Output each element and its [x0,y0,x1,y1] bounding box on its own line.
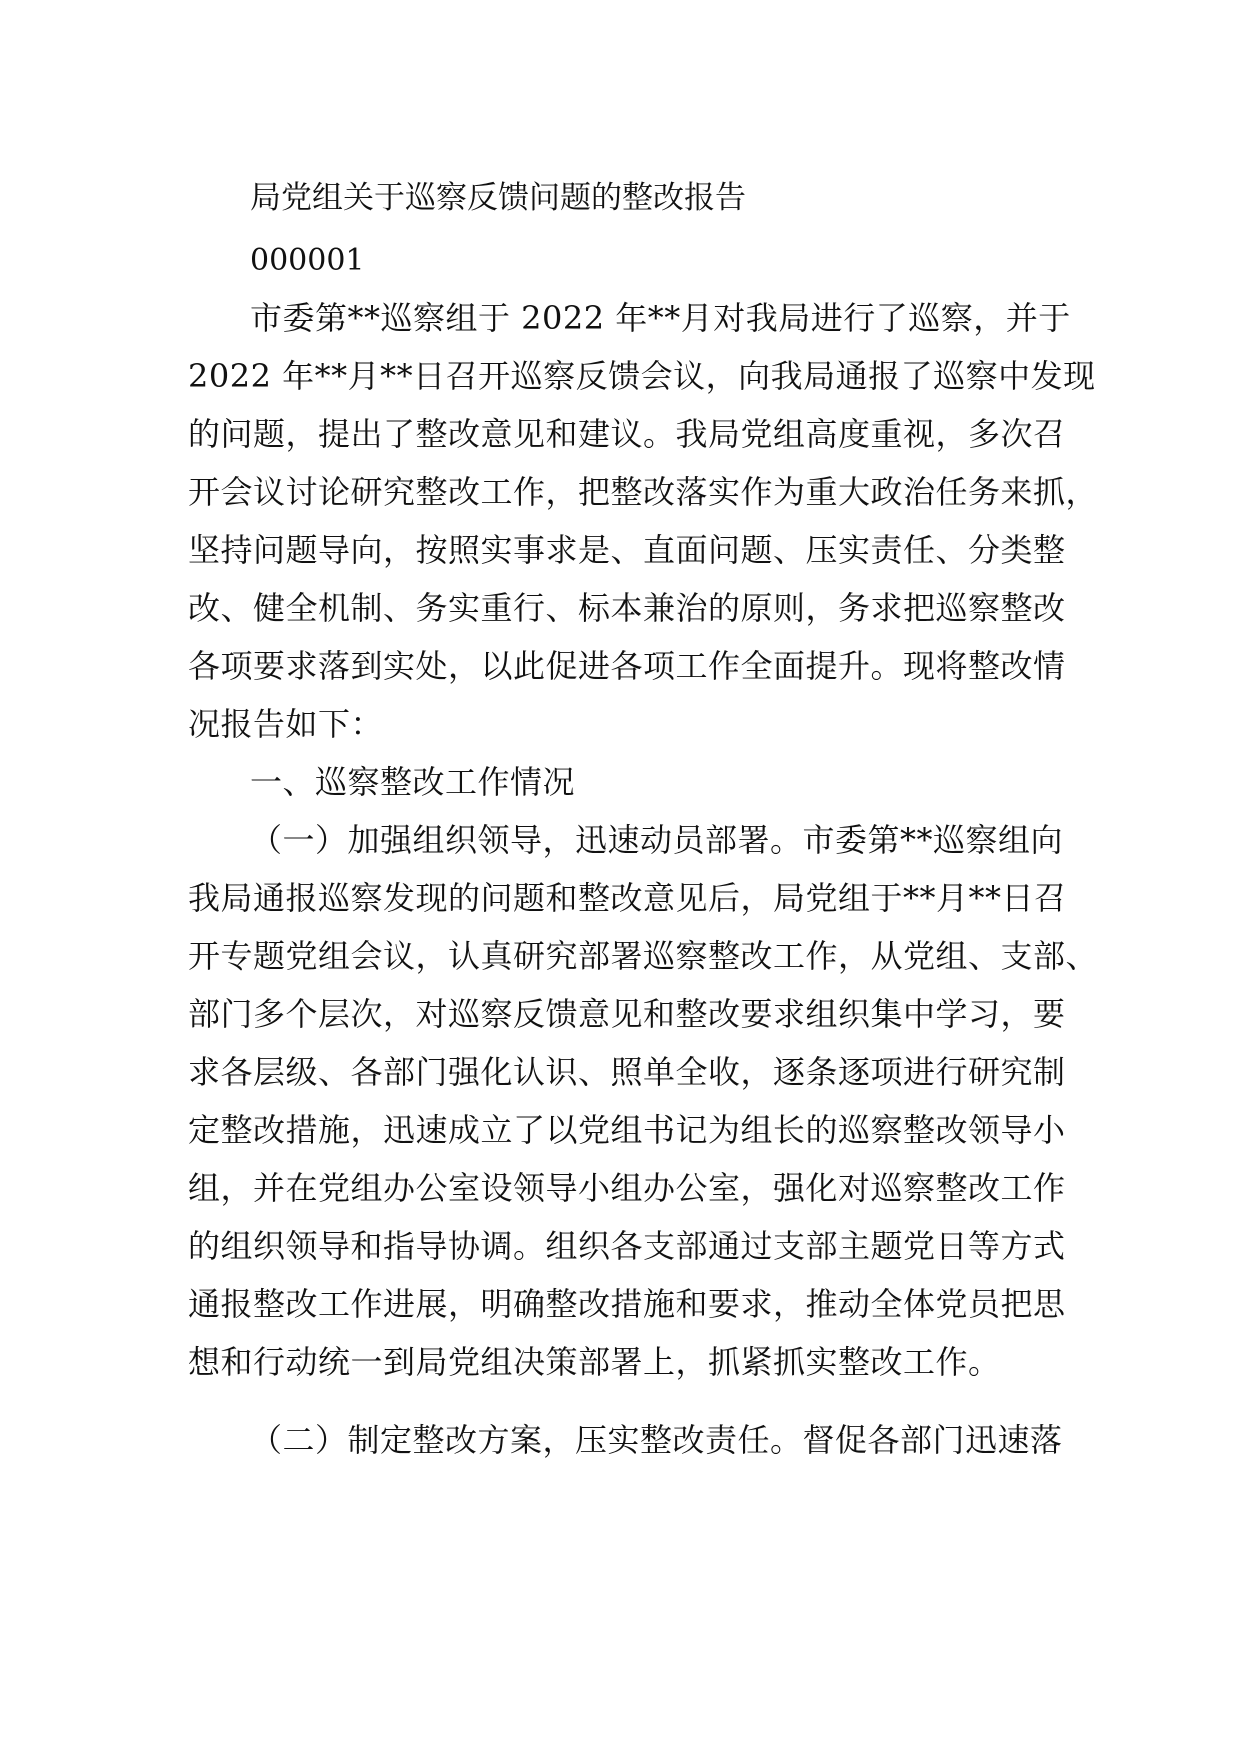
body-line: 我局通报巡察发现的问题和整改意见后，局党组于**月**日召 [188,879,1067,917]
body-line: 通报整改工作进展，明确整改措施和要求，推动全体党员把思 [188,1285,1066,1323]
body-line: 各项要求落到实处，以此促进各项工作全面提升。现将整改情 [188,647,1066,685]
body-line: 组，并在党组办公室设领导小组办公室，强化对巡察整改工作 [188,1169,1066,1207]
subsection-lead-line: （二）制定整改方案，压实整改责任。督促各部门迅速落 [250,1421,1063,1459]
subsection-lead-line: （一）加强组织领导，迅速动员部署。市委第**巡察组向 [250,821,1064,859]
body-line: 的问题，提出了整改意见和建议。我局党组高度重视，多次召 [188,415,1066,453]
body-line: 开专题党组会议，认真研究部署巡察整改工作，从党组、支部、 [188,937,1099,975]
body-line: 况报告如下： [188,705,384,743]
body-line: 求各层级、各部门强化认识、照单全收，逐条逐项进行研究制 [188,1053,1066,1091]
body-line: 想和行动统一到局党组决策部署上，抓紧抓实整改工作。 [188,1343,1001,1381]
body-line: 开会议讨论研究整改工作，把整改落实作为重大政治任务来抓， [188,473,1099,511]
document-number: 000001 [250,243,365,278]
body-line: 部门多个层次，对巡察反馈意见和整改要求组织集中学习，要 [188,995,1066,1033]
section-heading: 一、巡察整改工作情况 [250,763,576,801]
document-title: 局党组关于巡察反馈问题的整改报告 [250,180,746,216]
body-line: 市委第**巡察组于 2022 年**月对我局进行了巡察，并于 [250,299,1071,337]
body-line: 2022 年**月**日召开巡察反馈会议，向我局通报了巡察中发现 [188,357,1096,395]
body-line: 的组织领导和指导协调。组织各支部通过支部主题党日等方式 [188,1227,1066,1265]
body-line: 改、健全机制、务实重行、标本兼治的原则，务求把巡察整改 [188,589,1066,627]
body-line: 定整改措施，迅速成立了以党组书记为组长的巡察整改领导小 [188,1111,1066,1149]
body-line: 坚持问题导向，按照实事求是、直面问题、压实责任、分类整 [188,531,1066,569]
